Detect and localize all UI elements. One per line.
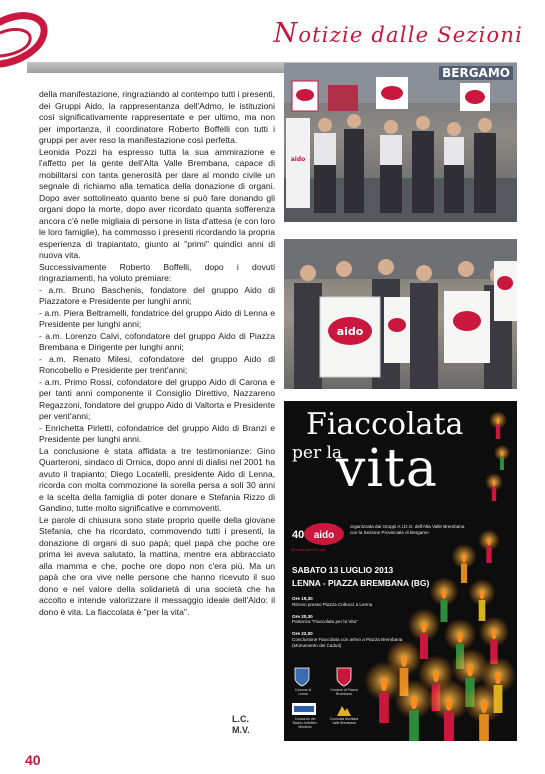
award-list-item: - Enrichetta Pirletti, cofondatrice del gruppo Aido di Branzi e Presidente per lunghi anni. (39, 422, 275, 444)
candle-body (486, 546, 491, 563)
candle-flame (462, 554, 466, 562)
comune-piazza-brembana-crest-icon (336, 667, 352, 687)
article-body (39, 89, 275, 618)
logo-caption: Consorzio dei Bacino Imbrifero Montano (292, 717, 318, 729)
schedule-item (292, 596, 412, 608)
candle-flame (497, 419, 500, 425)
signature-line: M.V. (232, 725, 250, 735)
bim-logo-icon (292, 703, 316, 715)
banner-label: aido (336, 325, 364, 338)
banner-illustration (284, 239, 517, 389)
candle-body (409, 710, 419, 741)
poster-title: Fiaccolata (306, 407, 464, 442)
schedule-text: Ritrovo presso Piazza Coltucci a Lenna (292, 601, 373, 607)
paragraph: Leonida Pozzi ha espresso tutta la sua ammirazione e l'affetto per la gente dell'Alta Valle Brembana, capace di mobilitarsi con tanta generosità per dare al mondo civile un segnale di richiamo alla tematica della donazione di organi. Dopo aver sottolineato quanto bene si può fare donando gli organi dopo la morte, dopo aver ricordato quanta sofferenza ancora c'è nelle migliaia di persone in lista d'attesa (e con loro le loro famiglie), ha commosso i presenti ricordando la propria esperienza di trapiantato, giunto ai "primi" quindici anni di nuova vita. (39, 146, 275, 260)
candle-flame (493, 481, 496, 487)
candle-body (492, 487, 496, 501)
fiaccolata-poster (284, 401, 517, 741)
award-list-item: - a.m. Primo Rossi, cofondatore del gruppo Aido di Carona e per tanti anni componente il Consiglio Direttivo, Nazzareno Regazzoni, fondatore del gruppo Aido di Valtorta e Presidente per vent'anni; (39, 376, 275, 421)
comune-lenna-crest-icon (294, 667, 310, 687)
schedule-item (292, 631, 412, 648)
candle-body (500, 457, 504, 470)
section-title (274, 18, 524, 49)
organizer-text: organizzata dai Gruppi A.I.D.O. dell'Alta Valle Brembana con la Sezione Provinciale di Bergamo (350, 524, 465, 535)
candle-body (444, 712, 454, 741)
section-title-initial: N (273, 18, 299, 49)
logo-caption: Comune di Piazza Brembana (330, 688, 358, 696)
schedule-item (292, 614, 412, 626)
event-date: SABATO 13 LUGLIO 2013 (292, 565, 394, 575)
logo-caption: Comunità Montana Valle Brembana (329, 717, 359, 725)
candle-flame (481, 700, 487, 713)
author-signature (232, 714, 276, 736)
paragraph: Le parole di chiusura sono state proprio quelle della giovane Stefania, che ha ricordato, commovendo tutti i presenti, la donazione di organi di suo papà; quel papà che poche ore prima lei aveva salutato, la mattina, mentre era abbracciato alla mamma e che, poche ore dopo non c'era più. Ma un papà che ora vive nelle persone che hanno ricevuto il suo dono e nel valore della solidarietà di una società che ha accolto e intende valorizzare il messaggio ideale dell'Aido: il dono è vita. La fiaccolata è "per la vita". (39, 514, 275, 617)
paragraph: della manifestazione, ringraziando al contempo tutti i presenti, dei Gruppi Aido, la rappresentanza dell'Admo, le istituzioni così significativamente rappresentate e per ultimo, ma non per importanza, il coordinatore Roberto Boffelli con tutti i gruppi per aver reso la manifestazione così perfetta. (39, 89, 275, 145)
section-title-rest: otizie dalle Sezioni (298, 23, 523, 47)
aido-40-logo (290, 521, 346, 547)
bergamo-sign: BERGAMO (439, 66, 513, 80)
candle-flame (487, 538, 490, 545)
candle-flame (492, 629, 497, 639)
banner-label: aido (290, 156, 306, 163)
candle-flame (411, 696, 417, 709)
candle-flame (457, 632, 462, 643)
schedule-time: Ore 20,30 (292, 613, 313, 619)
event-schedule (292, 596, 412, 655)
candle-flame (446, 697, 452, 711)
poster-title-small: per la (292, 443, 343, 463)
logo-tagline: 40 anni pieni di vita (291, 547, 326, 552)
award-list-item: - a.m. Piera Beltramelli, fondatrice del gruppo Aido di Lenna e Presidente per lunghi anni; (39, 307, 275, 329)
paragraph: Successivamente Roberto Boffelli, dopo i dovuti ringraziamenti, ha voluto premiare: (39, 261, 275, 283)
schedule-time: Ore 22,00 (292, 631, 313, 637)
logo-caption: Comune di Lenna (294, 688, 312, 696)
event-place: LENNA - PIAZZA BREMBANA (BG) (292, 578, 430, 588)
candle-flame (495, 672, 501, 684)
candle-flame (501, 452, 504, 457)
schedule-text: Conclusione Fiaccolata con arrivo a Piazza Brembana (Monumento dei Caduti) (292, 636, 403, 648)
schedule-time: Ore 19,30 (292, 596, 313, 601)
candle-flame (433, 670, 439, 682)
candle-body (479, 600, 486, 621)
crowd-illustration (284, 63, 517, 222)
candle-flame (442, 589, 446, 599)
candle-flame (421, 622, 426, 633)
award-list-item: - a.m. Lorenzo Calvi, cofondatore del gruppo Aido di Piazza Brembana e Dirigente per lunghi anni; (39, 330, 275, 352)
award-list-item: - a.m. Bruno Baschenis, fondatore del gruppo Aido di Piazzatore e Presidente per lunghi anni; (39, 284, 275, 306)
signature-line: L.C. (232, 714, 249, 724)
sponsor-logos (290, 667, 410, 735)
candle-body (440, 600, 447, 622)
event-photo-crowd (284, 63, 517, 222)
award-list-item: - a.m. Renato Milesi, cofondatore del gruppo Aido di Roncobello e Presidente per trent'anni; (39, 353, 275, 375)
candle-body (461, 563, 467, 583)
candle-flame (467, 664, 473, 677)
logo-number: 40 (292, 529, 305, 541)
candle-body (479, 714, 489, 741)
comunita-montana-logo-icon (336, 701, 352, 717)
page-number: 40 (25, 752, 41, 768)
schedule-text: Partenza "Fiaccolata per la Vita" (292, 619, 358, 625)
poster-title-big: vita (336, 439, 438, 499)
event-photo-banners (284, 239, 517, 389)
candle-body (496, 425, 500, 439)
candle-flame (401, 655, 407, 667)
candle-flame (480, 590, 484, 599)
paragraph: La conclusione è stata affidata a tre testimonianze: Gino Quarteroni, sindaco di Ornica, dopo anni di dialisi nel 2001 ha avuto il trapianto; Diego Locatelli, presidente Aido di Lenna, ricorda con molta commozione la sorella persa a soli 30 anni e la scelta della famiglia di poter donare e Stefania Rizzo di Gandino, tutte molto significative e commoventi. (39, 445, 275, 513)
logo-word: aido (313, 530, 335, 541)
